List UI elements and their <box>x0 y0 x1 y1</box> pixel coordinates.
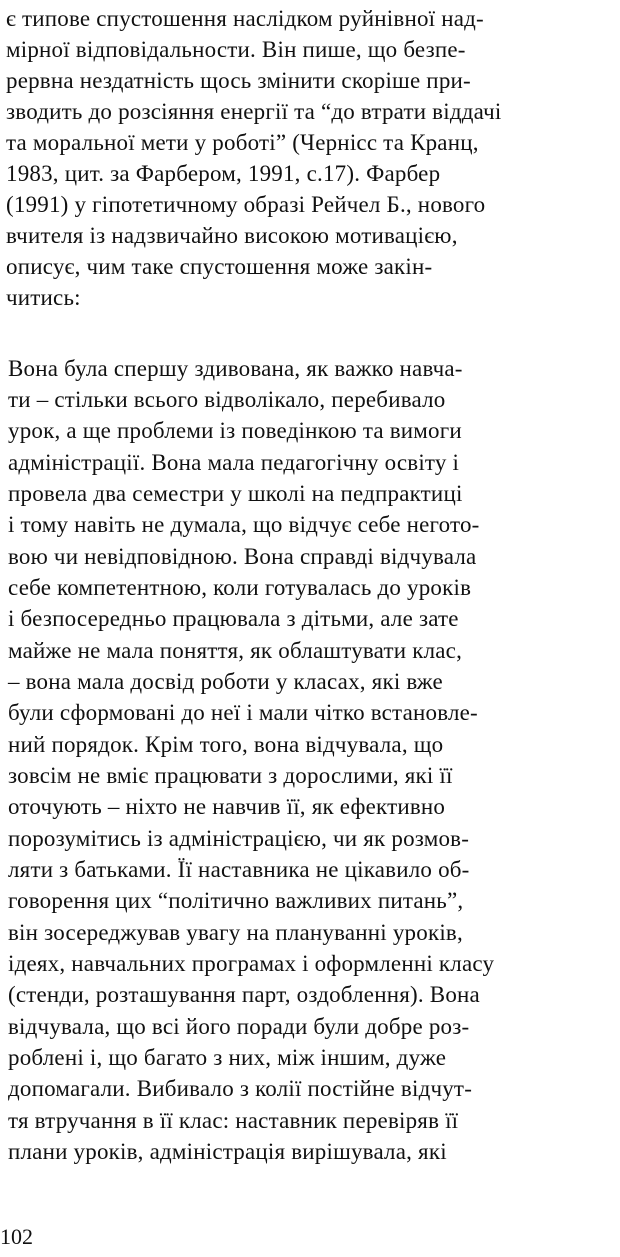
text-line: були сформовані до неї і мали чітко встановле- <box>8 700 478 725</box>
text-line: урок, а ще проблеми із поведінкою та вимоги <box>8 418 462 443</box>
text-line: вчителя із надзвичайно високою мотивацією, <box>6 223 458 248</box>
text-line: є типове спустошення наслідком руйнівної над- <box>6 6 484 31</box>
text-line: адміністрації. Вона мала педагогічну освіту і <box>8 450 460 475</box>
page-number: 102 <box>0 1224 33 1249</box>
text-line: зовсім не вміє працювати з дорослими, які її <box>8 763 453 788</box>
text-line: вою чи невідповідною. Вона справді відчувала <box>8 544 477 569</box>
text-line: говорення цих “політично важливих питань”, <box>8 888 464 913</box>
text-line: тя втручання в її клас: наставник перевіряв її <box>8 1108 459 1133</box>
text-line: мірної відповідальности. Він пише, що безпе- <box>6 37 466 62</box>
text-line: і тому навіть не думала, що відчує себе негото- <box>8 512 480 537</box>
text-line: та моральної мети у роботі” (Черніcс та Кранц, <box>6 130 479 155</box>
text-line: описує, чим таке спустошення може закін- <box>6 254 433 279</box>
text-line: зводить до розсіяння енергії та “до втрати віддачі <box>6 99 502 124</box>
text-line: допомагали. Вибивало з колії постійне відчут- <box>8 1076 473 1101</box>
text-line: рервна нездатність щось змінити скоріше при- <box>6 68 471 93</box>
text-line: ний порядок. Крім того, вона відчувала, що <box>8 732 444 757</box>
text-line: читись: <box>6 285 81 310</box>
text-line: ляти з батьками. Її наставника не цікавило об- <box>8 857 470 882</box>
text-line: порозумітись із адміністрацією, чи як розмов- <box>8 826 470 851</box>
text-line: 1983, цит. за Фарбером, 1991, с.17). Фарбер <box>6 161 441 186</box>
text-line: він зосереджував увагу на плануванні уроків, <box>8 920 463 945</box>
text-line: ти – стільки всього відволікало, перебивало <box>8 387 446 412</box>
text-line: себе компетентною, коли готувалась до уроків <box>8 575 472 600</box>
text-line: плани уроків, адміністрація вирішувала, які <box>8 1139 447 1164</box>
text-line: (стенди, розташування парт, оздоблення). Вона <box>8 982 480 1007</box>
text-line: роблені і, що багато з них, між іншим, дуже <box>8 1045 447 1070</box>
text-line: і безпосередньо працювала з дітьми, але зате <box>8 606 459 631</box>
text-line: ідеях, навчальних програмах і оформленні класу <box>8 951 495 976</box>
text-line: провела два семестри у школі на педпрактиці <box>8 481 463 506</box>
text-line: майже не мала поняття, як облаштувати клас, <box>8 638 463 663</box>
text-line: Вона була спершу здивована, як важко навча- <box>8 356 463 381</box>
text-line: оточують – ніхто не навчив її, як ефективно <box>8 794 446 819</box>
text-line: – вона мала досвід роботи у класах, які вже <box>8 669 443 694</box>
text-line: відчувала, що всі його поради були добре роз- <box>8 1014 470 1039</box>
text-line: (1991) у гіпотетичному образі Рейчел Б., нового <box>6 192 486 217</box>
